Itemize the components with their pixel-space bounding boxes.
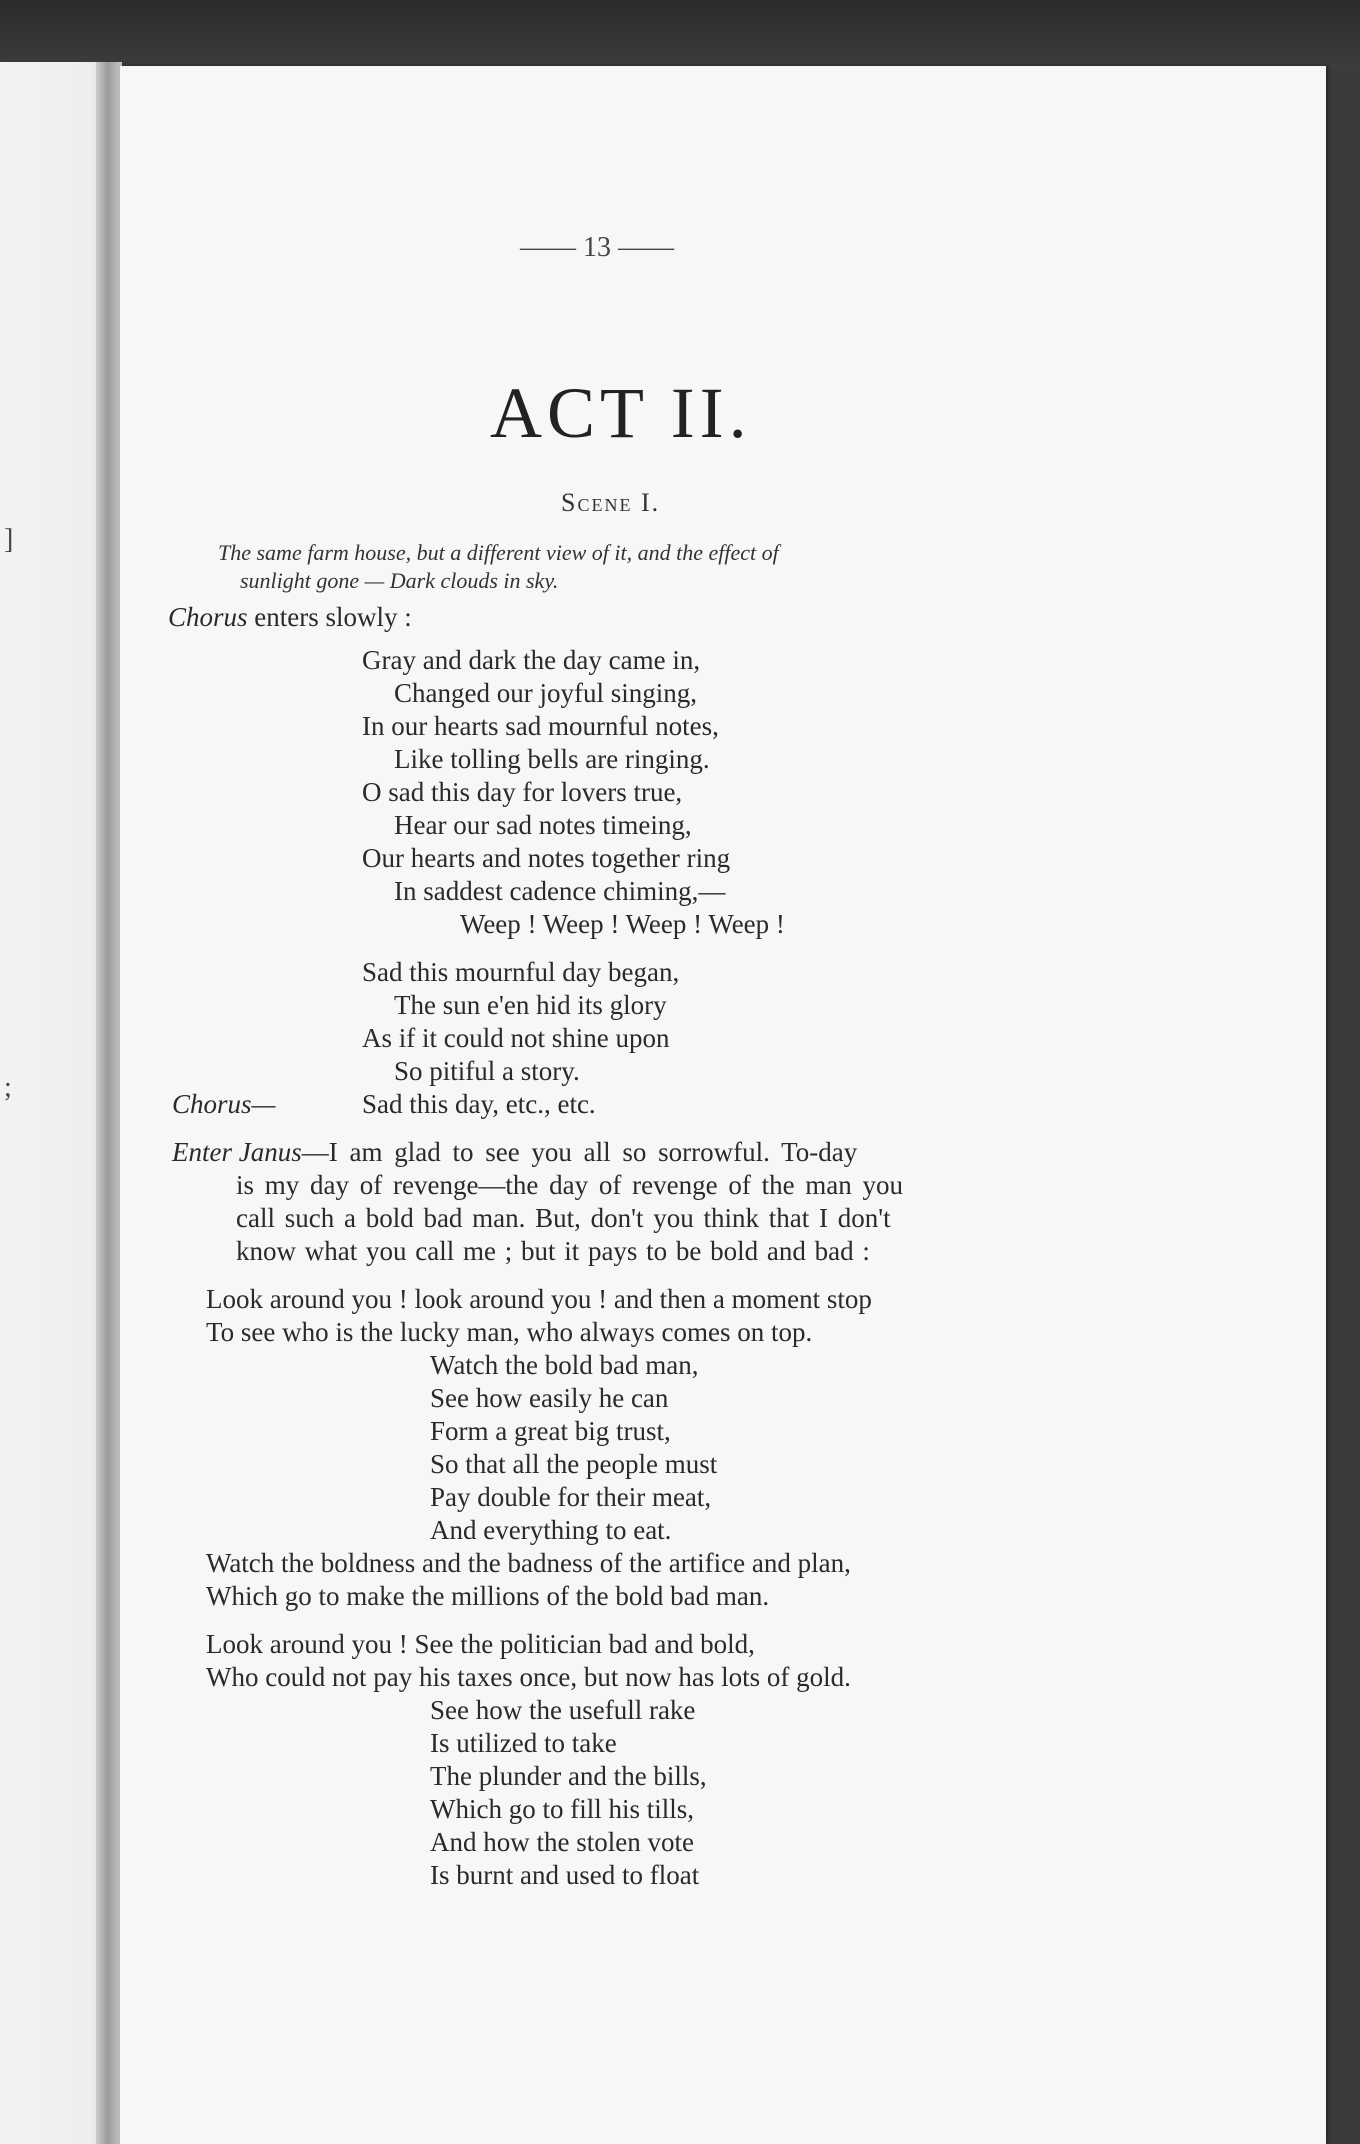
- song-line: Which go to make the millions of the bold bad man.: [206, 1581, 770, 1611]
- speaker-name: Enter Janus: [172, 1137, 302, 1167]
- stage-direction-line: sunlight gone — Dark clouds in sky.: [240, 568, 559, 593]
- song-line: Pay double for their meat,: [430, 1482, 712, 1512]
- janus-speech: [172, 1137, 857, 1168]
- verse-line: In saddest cadence chiming,—: [394, 876, 726, 906]
- facing-page-mark: ;: [4, 1072, 12, 1103]
- verse-line: In our hearts sad mournful notes,: [362, 711, 719, 741]
- verse-line: O sad this day for lovers true,: [362, 777, 683, 807]
- song-line: Watch the boldness and the badness of the artifice and plan,: [206, 1548, 851, 1578]
- chorus-enters-text: enters slowly :: [247, 602, 412, 632]
- act-title: ACT II.: [490, 373, 752, 453]
- verse-line: Our hearts and notes together ring: [362, 843, 731, 873]
- verse-line: Sad this mournful day began,: [362, 957, 680, 987]
- stage-direction-line: The same farm house, but a different view of it, and the effect of: [218, 540, 779, 565]
- speaker-name: Chorus: [168, 602, 248, 632]
- song-line: Look around you ! See the politician bad and bold,: [206, 1629, 755, 1659]
- book-gutter: [96, 62, 122, 2144]
- song-line: And how the stolen vote: [430, 1827, 694, 1857]
- song-line: See how the usefull rake: [430, 1695, 696, 1725]
- song-line: Which go to fill his tills,: [430, 1794, 694, 1824]
- prose-line: is my day of revenge—the day of revenge of the man you: [236, 1170, 904, 1200]
- song-line: Watch the bold bad man,: [430, 1350, 699, 1380]
- verse-line: Hear our sad notes timeing,: [394, 810, 692, 840]
- chorus-enters: [168, 602, 412, 633]
- prose-line: —I am glad to see you all so sorrowful. To-day: [301, 1137, 858, 1167]
- prose-line: know what you call me ; but it pays to be bold and bad :: [236, 1236, 870, 1266]
- song-line: Form a great big trust,: [430, 1416, 671, 1446]
- verse-line: The sun e'en hid its glory: [394, 990, 667, 1020]
- prose-line: call such a bold bad man. But, don't you think that I don't: [236, 1203, 891, 1233]
- song-line: Look around you ! look around you ! and then a moment stop: [206, 1284, 872, 1314]
- verse-line: Gray and dark the day came in,: [362, 645, 701, 675]
- song-line: See how easily he can: [430, 1383, 669, 1413]
- dark-background: [0, 0, 1360, 70]
- verse-line: Like tolling bells are ringing.: [394, 744, 710, 774]
- song-line: To see who is the lucky man, who always comes on top.: [206, 1317, 813, 1347]
- song-line: The plunder and the bills,: [430, 1761, 707, 1791]
- song-line: And everything to eat.: [430, 1515, 672, 1545]
- speaker-name: Chorus—: [172, 1089, 276, 1119]
- verse-line: Changed our joyful singing,: [394, 678, 697, 708]
- song-line: Is burnt and used to float: [430, 1860, 700, 1890]
- song-line: So that all the people must: [430, 1449, 718, 1479]
- scene-title: Scene I.: [561, 488, 661, 517]
- verse-line: As if it could not shine upon: [362, 1023, 670, 1053]
- verse-line: Sad this day, etc., etc.: [362, 1089, 596, 1119]
- facing-page-mark: ]: [4, 524, 14, 555]
- song-line: Is utilized to take: [430, 1728, 617, 1758]
- verse-line: So pitiful a story.: [394, 1056, 580, 1086]
- verse-line: Weep ! Weep ! Weep ! Weep !: [460, 909, 785, 939]
- song-line: Who could not pay his taxes once, but now has lots of gold.: [206, 1662, 851, 1692]
- page-number: —— 13 ——: [520, 232, 674, 263]
